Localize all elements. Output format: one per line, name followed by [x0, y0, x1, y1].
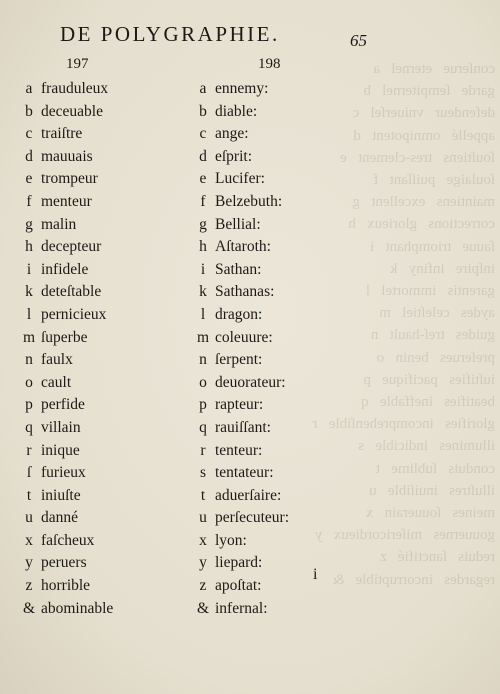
cipher-row — [17, 552, 113, 575]
row-word: Belzebuth: — [215, 192, 283, 210]
row-word: deceuable — [41, 102, 103, 120]
cipher-column-right — [191, 78, 289, 620]
row-letter: & — [22, 599, 36, 617]
row-word: deteſtable — [41, 283, 102, 301]
row-word: cault — [41, 373, 72, 391]
running-head-title: DE POLYGRAPHIE. — [60, 22, 280, 46]
row-letter: u — [199, 509, 207, 527]
cipher-row — [17, 349, 113, 372]
cipher-row — [191, 485, 289, 508]
cipher-row — [191, 327, 289, 350]
row-letter: p — [199, 396, 207, 414]
row-word: perfide — [41, 396, 85, 414]
row-letter: p — [25, 396, 33, 414]
cipher-row — [191, 394, 289, 417]
cipher-row — [17, 78, 113, 101]
row-letter: t — [26, 486, 32, 504]
row-word: infernal: — [215, 599, 268, 617]
cipher-row — [17, 598, 113, 621]
cipher-row — [191, 552, 289, 575]
cipher-row — [17, 507, 113, 530]
bleed-through-text: conſerue eternel a garde ſempiternel b defendeur vniuerſel c appellé omnipotent d ſouſtiens tres-clement e ſoulaige puiſſant f maintiens excellent g corrections glorieux h ſauue triomphant i inſpire infiny k garentis immortel l aydes celeſtiel m guides treſ-hault n preſerues benin o iuſtifies pacifique p beatifies ineffable q glorifies incomprehenſible r illumines indicible s conduis ſublime t illuſtres inuiſible u meines ſouuerain x gouuernes miſericordieux y reduis ſanctifié z regardes incorruptible & — [312, 61, 495, 588]
row-word: inique — [41, 441, 80, 459]
row-letter: m — [22, 328, 36, 346]
row-letter: o — [25, 373, 33, 391]
cipher-row — [191, 281, 289, 304]
cipher-row — [191, 417, 289, 440]
cipher-row — [191, 575, 289, 598]
row-letter: c — [25, 125, 33, 143]
column-number-right: 198 — [258, 56, 281, 72]
cipher-row — [17, 327, 113, 350]
row-word: furieux — [41, 464, 86, 482]
cipher-row — [191, 440, 289, 463]
cipher-row — [17, 214, 113, 237]
cipher-row — [17, 372, 113, 395]
row-word: apoſtat: — [215, 577, 262, 595]
row-letter: h — [25, 238, 33, 256]
cipher-row — [17, 259, 113, 282]
row-letter: g — [25, 215, 33, 233]
row-letter: b — [25, 102, 33, 120]
row-word: trompeur — [41, 170, 98, 188]
row-letter: d — [199, 147, 207, 165]
row-word: malin — [41, 215, 77, 233]
row-letter: k — [199, 283, 207, 301]
cipher-row — [191, 123, 289, 146]
cipher-row — [17, 304, 113, 327]
row-letter: y — [25, 554, 33, 572]
column-number-left: 197 — [66, 56, 89, 72]
page-number: 65 — [350, 31, 367, 50]
row-letter: i — [26, 260, 32, 278]
row-letter: i — [200, 260, 206, 278]
row-letter: q — [25, 418, 33, 436]
cipher-row — [17, 440, 113, 463]
cipher-column-left — [17, 78, 113, 620]
row-word: Aſtaroth: — [215, 238, 271, 256]
row-word: perſecuteur: — [215, 509, 290, 527]
cipher-row — [191, 507, 289, 530]
row-word: tenteur: — [215, 441, 263, 459]
cipher-row — [17, 191, 113, 214]
row-letter: z — [199, 577, 207, 595]
cipher-row — [191, 530, 289, 553]
cipher-row — [191, 462, 289, 485]
cipher-row — [191, 259, 289, 282]
row-word: Lucifer: — [215, 170, 265, 188]
cipher-row — [191, 349, 289, 372]
row-word: rapteur: — [215, 396, 264, 414]
row-letter: c — [199, 125, 207, 143]
row-word: abominable — [41, 599, 114, 617]
row-word: dragon: — [215, 305, 263, 323]
row-word: aduerſaire: — [215, 486, 282, 504]
cipher-row — [17, 530, 113, 553]
row-word: liepard: — [215, 554, 263, 572]
row-word: danné — [41, 509, 79, 527]
row-word: ſuperbe — [41, 328, 88, 346]
row-word: diable: — [215, 102, 258, 120]
row-word: deuorateur: — [215, 373, 286, 391]
row-letter: l — [26, 305, 32, 323]
cipher-row — [191, 236, 289, 259]
row-word: Sathan: — [215, 260, 262, 278]
row-letter: u — [25, 509, 33, 527]
row-letter: r — [26, 441, 32, 459]
signature-mark: i — [313, 566, 318, 583]
row-letter: z — [25, 577, 33, 595]
row-letter: x — [25, 531, 33, 549]
cipher-row — [17, 123, 113, 146]
cipher-row — [17, 462, 113, 485]
row-letter: l — [200, 305, 206, 323]
row-letter: e — [199, 170, 207, 188]
cipher-row — [191, 101, 289, 124]
row-letter: & — [196, 599, 210, 617]
row-word: peruers — [41, 554, 87, 572]
row-letter: n — [25, 351, 33, 369]
row-word: lyon: — [215, 531, 247, 549]
row-letter: f — [200, 192, 206, 210]
cipher-row — [17, 101, 113, 124]
row-letter: d — [25, 147, 33, 165]
row-letter: t — [200, 486, 206, 504]
row-word: eſprit: — [215, 147, 253, 165]
cipher-row — [191, 214, 289, 237]
row-letter: ſ — [26, 464, 32, 482]
cipher-row — [17, 168, 113, 191]
cipher-row — [17, 394, 113, 417]
cipher-row — [191, 598, 289, 621]
row-word: frauduleux — [41, 80, 109, 97]
row-word: traiſtre — [41, 125, 83, 143]
row-letter: y — [199, 554, 207, 572]
row-letter: s — [199, 464, 207, 482]
row-letter: a — [199, 80, 207, 97]
cipher-row — [17, 236, 113, 259]
cipher-row — [17, 281, 113, 304]
cipher-row — [191, 304, 289, 327]
cipher-row — [191, 191, 289, 214]
cipher-row — [191, 78, 289, 101]
row-word: villain — [41, 418, 81, 436]
row-letter: g — [199, 215, 207, 233]
cipher-row — [17, 417, 113, 440]
row-word: pernicieux — [41, 305, 107, 323]
row-letter: k — [25, 283, 33, 301]
row-letter: e — [25, 170, 33, 188]
row-word: Bellial: — [215, 215, 261, 233]
row-word: tentateur: — [215, 464, 274, 482]
cipher-row — [17, 575, 113, 598]
cipher-row — [191, 372, 289, 395]
row-word: faulx — [41, 351, 73, 369]
cipher-row — [191, 146, 289, 169]
row-word: horrible — [41, 577, 91, 595]
row-letter: q — [199, 418, 207, 436]
row-word: ſerpent: — [215, 351, 263, 369]
row-letter: b — [199, 102, 207, 120]
row-letter: a — [25, 80, 33, 97]
row-letter: r — [200, 441, 206, 459]
row-letter: m — [196, 328, 210, 346]
row-letter: h — [199, 238, 207, 256]
row-word: iniuſte — [41, 486, 81, 504]
row-letter: o — [199, 373, 207, 391]
row-letter: n — [199, 351, 207, 369]
row-word: menteur — [41, 192, 92, 210]
row-word: coleuure: — [215, 328, 273, 346]
row-word: decepteur — [41, 238, 102, 256]
row-letter: f — [26, 192, 32, 210]
row-word: faſcheux — [41, 531, 95, 549]
cipher-row — [17, 146, 113, 169]
row-word: rauiſſant: — [215, 418, 271, 436]
row-letter: x — [199, 531, 207, 549]
row-word: ange: — [215, 125, 249, 143]
row-word: Sathanas: — [215, 283, 275, 301]
row-word: mauuais — [41, 147, 93, 165]
row-word: infidele — [41, 260, 89, 278]
cipher-row — [17, 485, 113, 508]
cipher-row — [191, 168, 289, 191]
row-word: ennemy: — [215, 80, 269, 97]
